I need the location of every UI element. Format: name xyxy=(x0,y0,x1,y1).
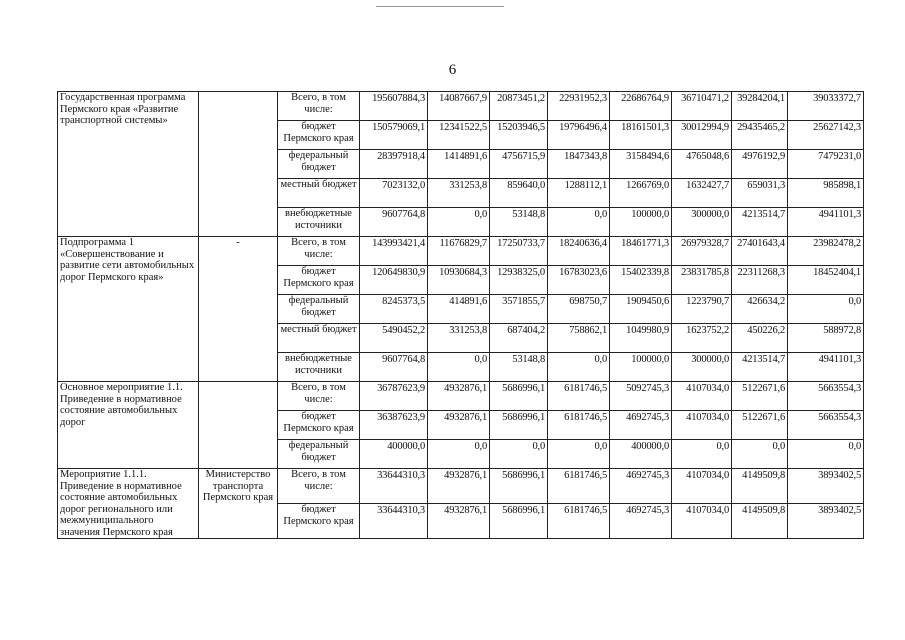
amount-cell: 414891,6 xyxy=(428,295,490,324)
amount-cell: 22686764,9 xyxy=(610,92,672,121)
amount-cell: 12938325,0 xyxy=(490,266,548,295)
program-name-cell: Государственная программа Пермского края «Развитие транспортной системы» xyxy=(58,92,199,237)
amount-cell: 4107034,0 xyxy=(672,382,732,411)
amount-cell: 25627142,3 xyxy=(788,121,864,150)
amount-cell: 1909450,6 xyxy=(610,295,672,324)
amount-cell: 5686996,1 xyxy=(490,382,548,411)
amount-cell: 12341522,5 xyxy=(428,121,490,150)
amount-cell: 331253,8 xyxy=(428,324,490,353)
amount-cell: 18161501,3 xyxy=(610,121,672,150)
amount-cell: 300000,0 xyxy=(672,208,732,237)
funding-source-cell: местный бюджет xyxy=(278,324,360,353)
amount-cell: 1266769,0 xyxy=(610,179,672,208)
funding-source-cell: внебюджетные источники xyxy=(278,353,360,382)
funding-source-cell: Всего, в том числе: xyxy=(278,237,360,266)
amount-cell: 5092745,3 xyxy=(610,382,672,411)
amount-cell: 331253,8 xyxy=(428,179,490,208)
amount-cell: 17250733,7 xyxy=(490,237,548,266)
funding-source-cell: бюджет Пермского края xyxy=(278,504,360,539)
amount-cell: 0,0 xyxy=(788,295,864,324)
executor-cell: Министерство транспорта Пермского края xyxy=(199,469,278,539)
amount-cell: 985898,1 xyxy=(788,179,864,208)
amount-cell: 28397918,4 xyxy=(360,150,428,179)
amount-cell: 300000,0 xyxy=(672,353,732,382)
amount-cell: 11676829,7 xyxy=(428,237,490,266)
budget-table xyxy=(57,91,864,539)
funding-source-cell: внебюджетные источники xyxy=(278,208,360,237)
amount-cell: 4765048,6 xyxy=(672,150,732,179)
amount-cell: 4107034,0 xyxy=(672,504,732,539)
amount-cell: 0,0 xyxy=(490,440,548,469)
amount-cell: 6181746,5 xyxy=(548,382,610,411)
amount-cell: 18452404,1 xyxy=(788,266,864,295)
amount-cell: 0,0 xyxy=(548,208,610,237)
amount-cell: 5663554,3 xyxy=(788,411,864,440)
amount-cell: 18240636,4 xyxy=(548,237,610,266)
executor-cell xyxy=(199,382,278,469)
amount-cell: 3158494,6 xyxy=(610,150,672,179)
amount-cell: 29435465,2 xyxy=(732,121,788,150)
table-row xyxy=(58,469,864,504)
amount-cell: 9607764,8 xyxy=(360,208,428,237)
amount-cell: 1632427,7 xyxy=(672,179,732,208)
amount-cell: 4976192,9 xyxy=(732,150,788,179)
program-name-cell: Мероприятие 1.1.1. Приведение в нормативное состояние автомобильных дорог регионального или межмуниципального значения Пермского края xyxy=(58,469,199,539)
header-rule xyxy=(376,6,504,7)
amount-cell: 0,0 xyxy=(428,353,490,382)
amount-cell: 0,0 xyxy=(732,440,788,469)
amount-cell: 5122671,6 xyxy=(732,382,788,411)
amount-cell: 4932876,1 xyxy=(428,382,490,411)
amount-cell: 5490452,2 xyxy=(360,324,428,353)
amount-cell: 26979328,7 xyxy=(672,237,732,266)
amount-cell: 20873451,2 xyxy=(490,92,548,121)
amount-cell: 22931952,3 xyxy=(548,92,610,121)
amount-cell: 4932876,1 xyxy=(428,504,490,539)
funding-source-cell: Всего, в том числе: xyxy=(278,382,360,411)
amount-cell: 22311268,3 xyxy=(732,266,788,295)
amount-cell: 19796496,4 xyxy=(548,121,610,150)
amount-cell: 4692745,3 xyxy=(610,411,672,440)
funding-source-cell: бюджет Пермского края xyxy=(278,121,360,150)
amount-cell: 23982478,2 xyxy=(788,237,864,266)
amount-cell: 4932876,1 xyxy=(428,469,490,504)
amount-cell: 1049980,9 xyxy=(610,324,672,353)
amount-cell: 859640,0 xyxy=(490,179,548,208)
amount-cell: 120649830,9 xyxy=(360,266,428,295)
funding-source-cell: бюджет Пермского края xyxy=(278,411,360,440)
amount-cell: 4756715,9 xyxy=(490,150,548,179)
amount-cell: 27401643,4 xyxy=(732,237,788,266)
amount-cell: 1414891,6 xyxy=(428,150,490,179)
amount-cell: 0,0 xyxy=(428,208,490,237)
funding-source-cell: Всего, в том числе: xyxy=(278,92,360,121)
amount-cell: 687404,2 xyxy=(490,324,548,353)
amount-cell: 0,0 xyxy=(548,353,610,382)
executor-cell: - xyxy=(199,237,278,382)
funding-source-cell: бюджет Пермского края xyxy=(278,266,360,295)
funding-source-cell: федеральный бюджет xyxy=(278,440,360,469)
amount-cell: 4149509,8 xyxy=(732,504,788,539)
amount-cell: 18461771,3 xyxy=(610,237,672,266)
funding-source-cell: федеральный бюджет xyxy=(278,295,360,324)
amount-cell: 53148,8 xyxy=(490,353,548,382)
amount-cell: 4932876,1 xyxy=(428,411,490,440)
amount-cell: 6181746,5 xyxy=(548,504,610,539)
amount-cell: 400000,0 xyxy=(610,440,672,469)
amount-cell: 5686996,1 xyxy=(490,469,548,504)
amount-cell: 5663554,3 xyxy=(788,382,864,411)
amount-cell: 1847343,8 xyxy=(548,150,610,179)
amount-cell: 39033372,7 xyxy=(788,92,864,121)
table-body xyxy=(58,92,864,539)
amount-cell: 450226,2 xyxy=(732,324,788,353)
table-row xyxy=(58,92,864,121)
funding-source-cell: Всего, в том числе: xyxy=(278,469,360,504)
amount-cell: 4941101,3 xyxy=(788,208,864,237)
amount-cell: 6181746,5 xyxy=(548,411,610,440)
amount-cell: 3893402,5 xyxy=(788,504,864,539)
amount-cell: 195607884,3 xyxy=(360,92,428,121)
amount-cell: 36387623,9 xyxy=(360,411,428,440)
table-row xyxy=(58,237,864,266)
amount-cell: 14087667,9 xyxy=(428,92,490,121)
amount-cell: 0,0 xyxy=(428,440,490,469)
amount-cell: 5686996,1 xyxy=(490,504,548,539)
amount-cell: 1623752,2 xyxy=(672,324,732,353)
amount-cell: 426634,2 xyxy=(732,295,788,324)
amount-cell: 9607764,8 xyxy=(360,353,428,382)
amount-cell: 4107034,0 xyxy=(672,469,732,504)
amount-cell: 4941101,3 xyxy=(788,353,864,382)
amount-cell: 4692745,3 xyxy=(610,469,672,504)
funding-source-cell: местный бюджет xyxy=(278,179,360,208)
program-name-cell: Подпрограмма 1 «Совершенствование и развитие сети автомобильных дорог Пермского края» xyxy=(58,237,199,382)
amount-cell: 698750,7 xyxy=(548,295,610,324)
program-name-cell: Основное мероприятие 1.1. Приведение в нормативное состояние автомобильных дорог xyxy=(58,382,199,469)
amount-cell: 15402339,8 xyxy=(610,266,672,295)
amount-cell: 659031,3 xyxy=(732,179,788,208)
amount-cell: 23831785,8 xyxy=(672,266,732,295)
executor-cell xyxy=(199,92,278,237)
page-number: 6 xyxy=(448,62,457,78)
amount-cell: 758862,1 xyxy=(548,324,610,353)
amount-cell: 4213514,7 xyxy=(732,208,788,237)
amount-cell: 100000,0 xyxy=(610,353,672,382)
amount-cell: 1223790,7 xyxy=(672,295,732,324)
amount-cell: 36787623,9 xyxy=(360,382,428,411)
amount-cell: 6181746,5 xyxy=(548,469,610,504)
amount-cell: 4692745,3 xyxy=(610,504,672,539)
amount-cell: 10930684,3 xyxy=(428,266,490,295)
amount-cell: 0,0 xyxy=(788,440,864,469)
amount-cell: 3893402,5 xyxy=(788,469,864,504)
table-row xyxy=(58,382,864,411)
amount-cell: 100000,0 xyxy=(610,208,672,237)
amount-cell: 1288112,1 xyxy=(548,179,610,208)
amount-cell: 16783023,6 xyxy=(548,266,610,295)
funding-source-cell: федеральный бюджет xyxy=(278,150,360,179)
amount-cell: 33644310,3 xyxy=(360,469,428,504)
amount-cell: 3571855,7 xyxy=(490,295,548,324)
amount-cell: 5686996,1 xyxy=(490,411,548,440)
amount-cell: 143993421,4 xyxy=(360,237,428,266)
amount-cell: 36710471,2 xyxy=(672,92,732,121)
amount-cell: 7023132,0 xyxy=(360,179,428,208)
amount-cell: 4107034,0 xyxy=(672,411,732,440)
amount-cell: 4213514,7 xyxy=(732,353,788,382)
amount-cell: 400000,0 xyxy=(360,440,428,469)
amount-cell: 0,0 xyxy=(548,440,610,469)
amount-cell: 53148,8 xyxy=(490,208,548,237)
amount-cell: 4149509,8 xyxy=(732,469,788,504)
amount-cell: 39284204,1 xyxy=(732,92,788,121)
amount-cell: 0,0 xyxy=(672,440,732,469)
amount-cell: 150579069,1 xyxy=(360,121,428,150)
amount-cell: 5122671,6 xyxy=(732,411,788,440)
amount-cell: 7479231,0 xyxy=(788,150,864,179)
amount-cell: 30012994,9 xyxy=(672,121,732,150)
amount-cell: 8245373,5 xyxy=(360,295,428,324)
amount-cell: 33644310,3 xyxy=(360,504,428,539)
amount-cell: 15203946,5 xyxy=(490,121,548,150)
amount-cell: 588972,8 xyxy=(788,324,864,353)
